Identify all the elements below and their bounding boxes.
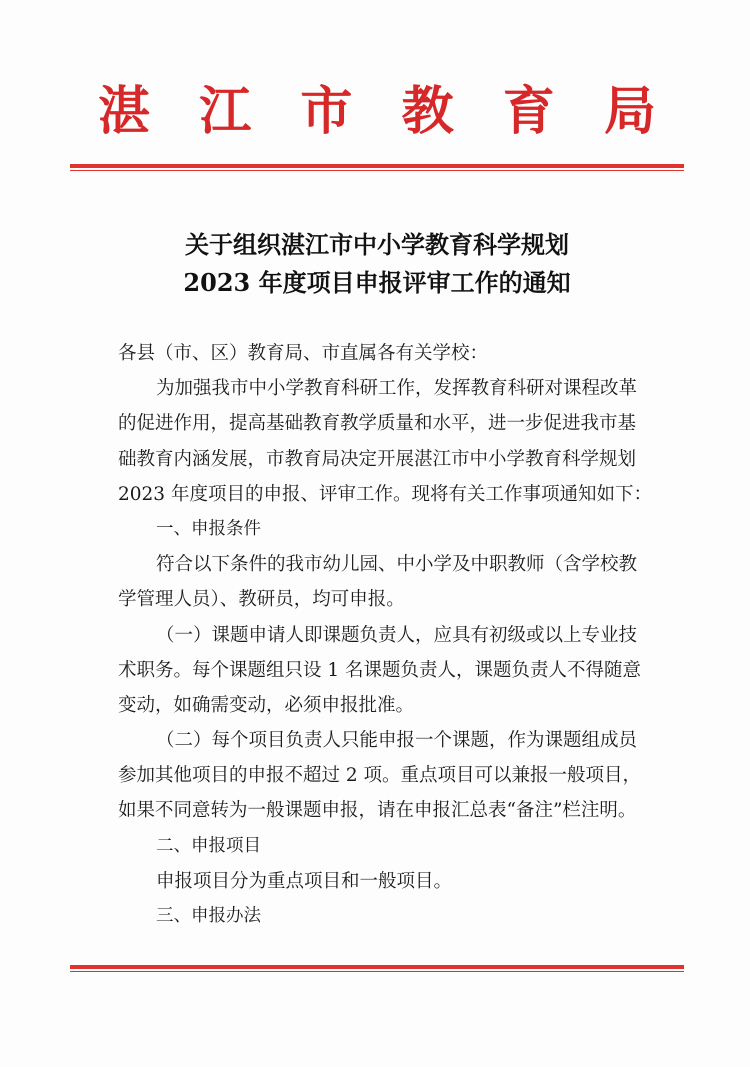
masthead-char: 局 [603,81,656,142]
paragraph-line: 参加其他项目的申报不超过 2 项。重点项目可以兼报一般项目， [118,765,642,787]
document-body [118,336,688,934]
title-line-2: 2023 年度项目申报评审工作的通知 [183,268,571,297]
section-heading: 三、申报办法 [156,906,261,926]
document-title [70,226,684,302]
paragraph-line: 术职务。每个课题组只设 1 名课题负责人，课题负责人不得随意 [118,659,642,681]
masthead [70,82,684,142]
header-red-rule [70,164,684,168]
footer-red-rule [70,965,684,969]
title-line-1: 关于组织湛江市中小学教育科学规划 [185,230,569,259]
masthead-char: 江 [199,81,252,142]
section-heading: 一、申报条件 [156,518,261,539]
masthead-char: 育 [502,81,555,142]
section-heading: 二、申报项目 [156,835,261,856]
masthead-char: 教 [401,81,454,142]
masthead-char: 湛 [98,81,151,142]
paragraph-line: 2023 年度项目的申报、评审工作。现将有关工作事项通知如下： [118,483,652,505]
paragraph-line: 础教育内涵发展，市教育局决定开展湛江市中小学教育科学规划 [118,448,637,470]
salutation: 各县（市、区）教育局、市直属各有关学校： [118,343,489,364]
paragraph-line: 学管理人员）、教研员，均可申报。 [118,589,405,611]
header-red-rule-thin [70,170,684,171]
paragraph-line: 变动，如确需变动，必须申报批准。 [118,694,415,716]
paragraph-line: 的促进作用，提高基础教育教学质量和水平，进一步促进我市基 [118,413,637,435]
paragraph-line: 为加强我市中小学教育科研工作，发挥教育科研对课程改革 [156,378,638,400]
paragraph-line: 如果不同意转为一般课题申报，请在申报汇总表“备注”栏注明。 [118,800,637,822]
footer-red-rule-thin [70,971,684,972]
masthead-char: 市 [300,81,353,142]
paragraph-line: （二）每个项目负责人只能申报一个课题，作为课题组成员 [156,730,638,752]
paragraph-line: （一）课题申请人即课题负责人，应具有初级或以上专业技 [156,624,638,646]
paragraph-line: 申报项目分为重点项目和一般项目。 [156,870,453,892]
paragraph-line: 符合以下条件的我市幼儿园、中小学及中职教师（含学校教 [156,554,638,576]
